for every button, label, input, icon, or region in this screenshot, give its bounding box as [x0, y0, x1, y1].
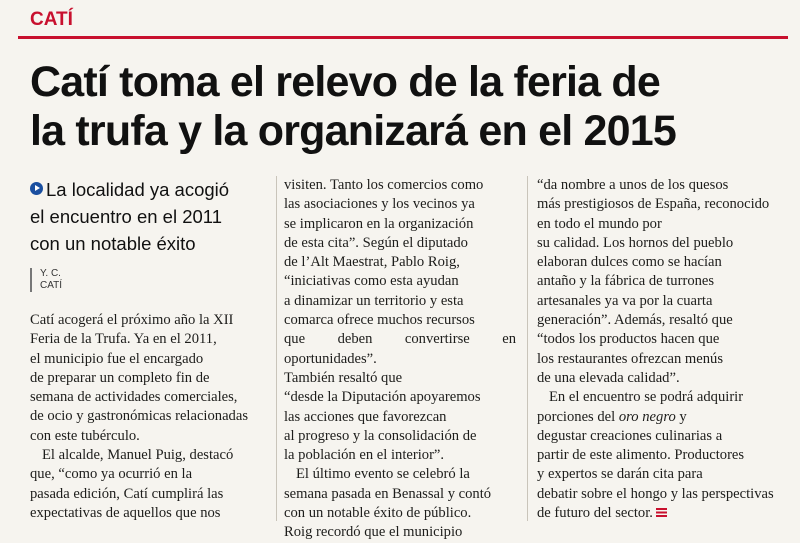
text-line: se implicaron en la organización: [284, 215, 474, 232]
text-line: También resaltó que: [284, 369, 403, 386]
subhead-line-3: con un notable éxito: [30, 233, 196, 254]
text-line: En el encuentro se podrá adquirir: [549, 389, 744, 406]
text-line: semana de actividades comerciales,: [30, 389, 238, 406]
text-line: su calidad. Los hornos del pueblo: [537, 234, 734, 251]
text-line: de ocio y gastronómicas relacionadas: [30, 408, 249, 425]
text-line: y expertos se darán cita para: [537, 466, 703, 483]
text-line: debatir sobre el hongo y las perspectivas: [537, 485, 774, 502]
text-line: que deben convertirse en oportunidades”.: [284, 331, 516, 367]
subhead-line-2: el encuentro en el 2011: [30, 206, 223, 227]
article-column-3: [537, 176, 774, 523]
text-line: al progreso y la consolidación de: [284, 427, 477, 444]
text-line: pasada edición, Catí cumplirá las: [30, 485, 224, 502]
byline: [30, 268, 62, 292]
text-line: Catí acogerá el próximo año la XII: [30, 312, 234, 328]
subheadline: [30, 176, 280, 257]
text-line: el municipio fue el encargado: [30, 350, 204, 367]
article-column-2: [284, 176, 516, 543]
section-label: CATÍ: [30, 9, 73, 30]
text-line: “da nombre a unos de los quesos: [537, 177, 729, 193]
text-line: antaño y la fábrica de turrones: [537, 273, 715, 290]
text-fragment: de futuro del sector.: [537, 505, 653, 522]
text-line: de una elevada calidad”.: [537, 369, 680, 386]
end-of-article-icon: [656, 508, 667, 517]
text-line: los restaurantes ofrezcan menús: [537, 350, 723, 367]
italic-term: oro negro: [618, 408, 676, 425]
text-line: elaboran dulces como se hacían: [537, 254, 722, 271]
subhead-line-1: [30, 176, 280, 203]
headline: [30, 58, 790, 156]
text-line: “iniciativas como esta ayudan: [284, 273, 459, 290]
text-line: en todo el mundo por: [537, 215, 662, 232]
headline-line-1: Catí toma el relevo de la feria de: [30, 58, 660, 106]
text-line: la población en el interior”.: [284, 447, 445, 464]
text-line: El último evento se celebró la: [296, 466, 470, 483]
article-column-1: [30, 311, 268, 523]
text-line: [537, 408, 769, 427]
text-line: más prestigiosos de España, reconocido: [537, 196, 770, 213]
subhead-text-1: La localidad ya acogió: [46, 179, 230, 200]
text-line: con un notable éxito de público.: [284, 505, 472, 522]
byline-author: Y. C.: [40, 268, 61, 279]
text-line: las asociaciones y los vecinos ya: [284, 196, 475, 213]
column-divider: [276, 176, 277, 521]
byline-place: CATÍ: [40, 280, 63, 291]
text-fragment: porciones del: [537, 408, 616, 425]
text-line: partir de este alimento. Productores: [537, 447, 745, 464]
text-line: degustar creaciones culinarias a: [537, 427, 723, 444]
text-line: de l’Alt Maestrat, Pablo Roig,: [284, 254, 460, 271]
text-line: [537, 504, 769, 523]
text-line: con este tubérculo.: [30, 427, 140, 444]
text-line: “desde la Diputación apoyaremos: [284, 389, 481, 406]
text-line: Roig recordó que el municipio: [284, 524, 463, 541]
text-line: “todos los productos hacen que: [537, 331, 720, 348]
text-line: expectativas de aquellos que nos: [30, 504, 221, 521]
play-circle-icon: [30, 182, 43, 195]
text-line: que, “como ya ocurrió en la: [30, 466, 193, 483]
text-line: Feria de la Trufa. Ya en el 2011,: [30, 331, 217, 348]
text-line: generación”. Además, resaltó que: [537, 312, 733, 329]
text-line: visiten. Tanto los comercios como: [284, 177, 484, 193]
text-line: semana pasada en Benassal y contó: [284, 485, 492, 502]
text-line: de preparar un completo fin de: [30, 369, 210, 386]
text-line: artesanales ya va por la cuarta: [537, 292, 713, 309]
text-line: comarca ofrece muchos recursos: [284, 312, 475, 329]
text-line: las acciones que favorezcan: [284, 408, 447, 425]
text-line: a dinamizar un territorio y esta: [284, 292, 464, 309]
text-line: de esta cita”. Según el diputado: [284, 234, 468, 251]
text-fragment: y: [679, 408, 687, 425]
text-line: El alcalde, Manuel Puig, destacó: [42, 447, 234, 464]
section-rule: [18, 36, 788, 39]
column-divider: [527, 176, 528, 521]
headline-line-2: la trufa y la organizará en el 2015: [30, 107, 676, 155]
